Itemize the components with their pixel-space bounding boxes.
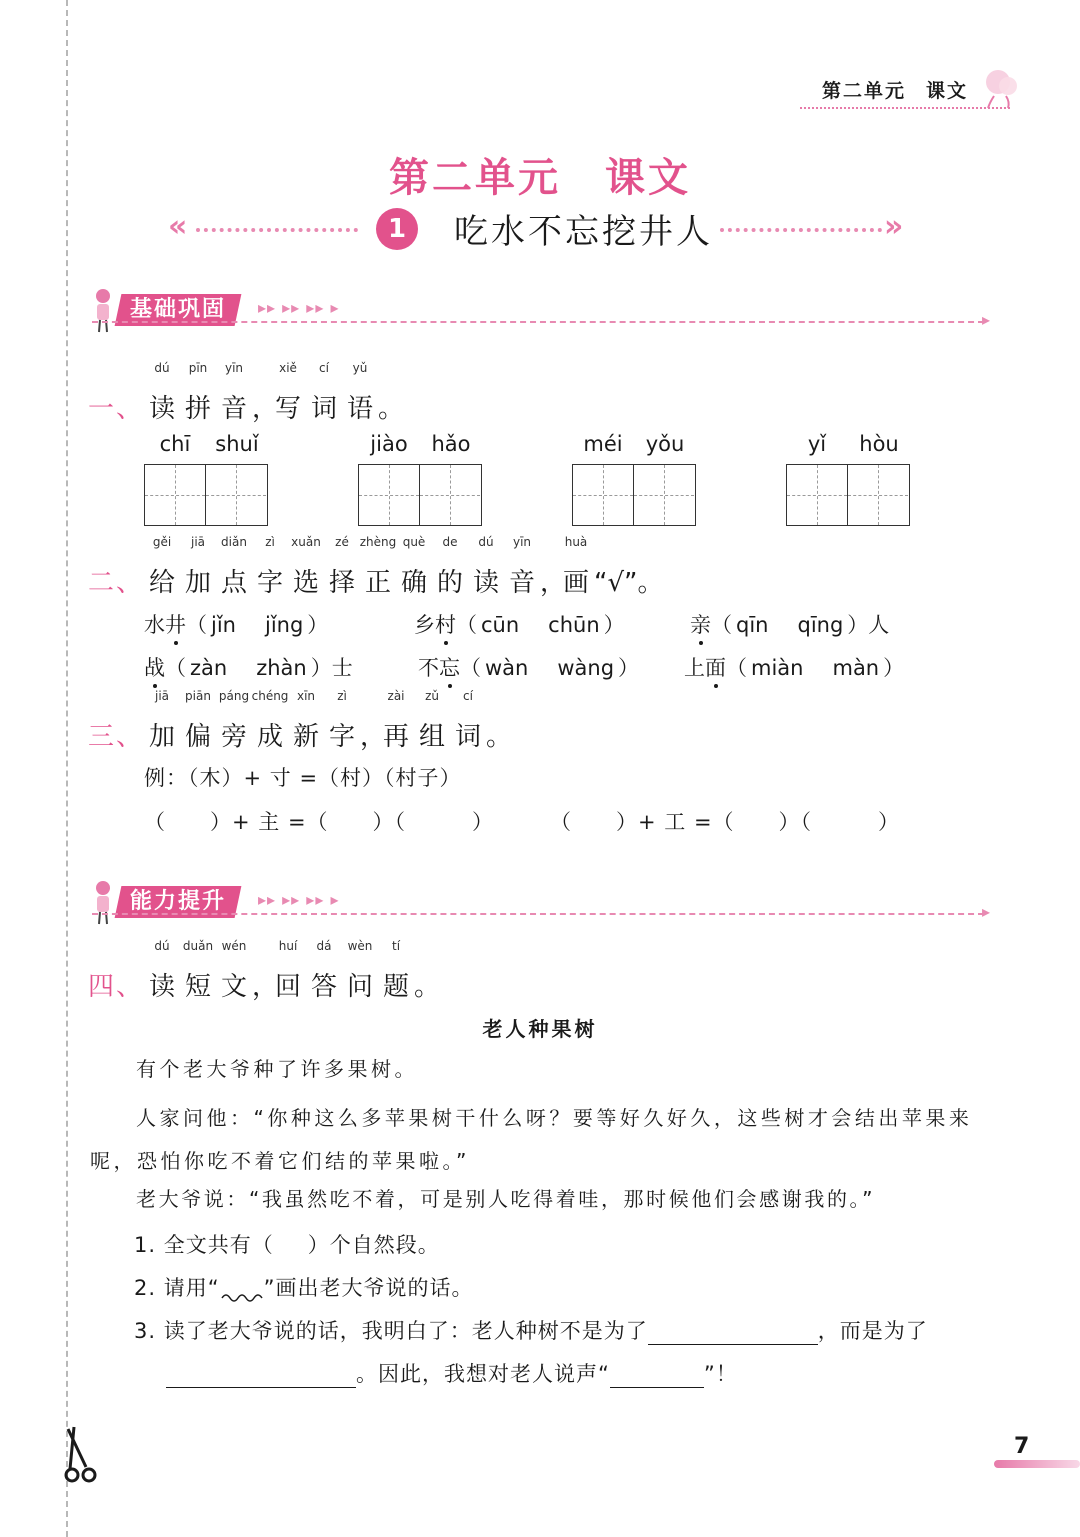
hanzi: 写: [275, 394, 302, 424]
option[interactable]: wàng: [557, 656, 615, 680]
hanzi: 读: [149, 394, 176, 424]
hanzi: 旁: [221, 722, 248, 752]
pinyin: tí: [391, 939, 401, 953]
choice-item: 亲（ qīn qīng ）人: [690, 613, 890, 637]
punctuation: ，: [252, 972, 279, 1002]
hanzi: 确: [401, 568, 428, 598]
dotted-char: 战: [144, 656, 165, 680]
lesson-heading: [0, 202, 1080, 256]
writing-cell[interactable]: [205, 465, 266, 525]
choice-item: 不忘（ wàn wàng ）: [418, 656, 640, 680]
writing-cell[interactable]: [573, 465, 633, 525]
checkmark-quote: “√”。: [594, 568, 664, 598]
double-chevron-right-icon: »: [884, 209, 904, 244]
hanzi: 词: [455, 722, 482, 752]
hanzi: 问: [347, 972, 374, 1002]
answer-blank[interactable]: [166, 1365, 356, 1388]
lesson-title: 吃水不忘挖井人: [454, 212, 713, 252]
section-ability: [92, 880, 992, 926]
dotted-rule-left: [196, 228, 358, 232]
grid-pinyin: hǎo: [431, 432, 471, 456]
choice-item: 水井（ jǐn jǐng ）: [144, 613, 329, 637]
pinyin: dú: [478, 535, 494, 549]
question-1: [88, 361, 405, 425]
balloon-icon: [978, 66, 1022, 110]
pinyin: huí: [278, 939, 298, 953]
pinyin: jiā: [191, 535, 206, 549]
punctuation: 。: [378, 394, 405, 424]
pinyin: piān: [185, 689, 211, 703]
choice-item: 上面（ miàn màn ）: [684, 656, 905, 680]
dotted-char: 亲: [690, 613, 711, 637]
sub-question-2: 2. 请用“ ”画出老大爷说的话。: [134, 1276, 474, 1300]
wavy-underline-icon: [220, 1284, 264, 1302]
section-rule: [92, 321, 984, 323]
pinyin: chéng: [251, 689, 289, 703]
pinyin: huà: [564, 535, 588, 549]
grid-pinyin: jiào: [370, 432, 408, 456]
pinyin: diǎn: [221, 535, 247, 549]
grid-pinyin: hòu: [859, 432, 899, 456]
arrows-icon: ▸▸ ▸▸ ▸▸ ▸: [258, 298, 340, 317]
option[interactable]: chūn: [548, 613, 600, 637]
option[interactable]: miàn: [751, 656, 804, 680]
pinyin: zì: [265, 535, 275, 549]
section-ability-label: 能力提升: [115, 886, 242, 918]
sub-question-3: 3. 读了老大爷说的话，我明白了：老人种树不是为了 ，而是为了: [134, 1319, 928, 1343]
writing-cell[interactable]: [847, 465, 908, 525]
option[interactable]: zhàn: [256, 656, 307, 680]
hanzi: 回: [275, 972, 302, 1002]
grid-pinyin: yǐ: [807, 432, 827, 456]
punctuation: 。: [414, 972, 441, 1002]
dotted-char: 面: [705, 656, 726, 680]
question-number: 二、: [88, 568, 145, 598]
pinyin: gěi: [152, 535, 172, 549]
pinyin: pīn: [188, 361, 208, 375]
hanzi: 点: [221, 568, 248, 598]
pinyin: zǔ: [425, 689, 439, 703]
question-4: [88, 939, 441, 1003]
hanzi: 字: [257, 568, 284, 598]
section-rule: [92, 913, 984, 915]
pinyin: xuǎn: [291, 535, 321, 549]
dotted-char: 忘: [439, 656, 460, 680]
hanzi: 偏: [185, 722, 212, 752]
pinyin: de: [442, 535, 458, 549]
lesson-number: 1: [376, 208, 418, 250]
punctuation: ，: [252, 394, 279, 424]
pinyin: duǎn: [182, 939, 214, 953]
radical-exercise[interactable]: （ ）+ 工 =（ ）（ ）: [550, 810, 901, 834]
arrow-end-icon: ▸: [982, 902, 991, 921]
hanzi: 答: [311, 972, 338, 1002]
hanzi: 给: [149, 568, 176, 598]
option[interactable]: wàn: [485, 656, 529, 680]
hanzi: 组: [419, 722, 446, 752]
page-number-bar: [994, 1460, 1080, 1468]
grid-pinyin: yǒu: [645, 432, 685, 456]
pinyin: páng: [218, 689, 250, 703]
dotted-char: 村: [435, 613, 456, 637]
question-number: 四、: [88, 972, 145, 1002]
answer-blank[interactable]: [648, 1322, 818, 1345]
question-number: 一、: [88, 394, 145, 424]
writing-cell[interactable]: [787, 465, 847, 525]
unit-section: 课文: [605, 155, 691, 201]
grid-pinyin: chī: [159, 432, 191, 456]
option[interactable]: jǐn: [211, 613, 236, 637]
hanzi: 加: [185, 568, 212, 598]
option[interactable]: cūn: [481, 613, 520, 637]
pinyin: cí: [319, 361, 329, 375]
hanzi: 成: [257, 722, 284, 752]
pinyin: zài: [387, 689, 405, 703]
hanzi: 新: [293, 722, 320, 752]
pinyin: wèn: [347, 939, 373, 953]
punctuation: ，: [540, 568, 567, 598]
question-number: 三、: [88, 722, 145, 752]
pinyin: jiā: [155, 689, 170, 703]
hanzi: 画: [563, 568, 590, 598]
pinyin: xiě: [279, 361, 297, 375]
radical-exercise[interactable]: （ ）+ 主 =（ ）（ ）: [144, 810, 495, 834]
hanzi: 拼: [185, 394, 212, 424]
pinyin: dú: [154, 939, 170, 953]
writing-cell[interactable]: [145, 465, 205, 525]
hanzi: 再: [383, 722, 410, 752]
choice-item: 战（ zàn zhàn ）士: [144, 656, 353, 680]
pinyin: wén: [221, 939, 247, 953]
pinyin: què: [402, 535, 426, 549]
question-3: [88, 689, 513, 753]
hanzi: 音: [221, 394, 248, 424]
scissors-icon: [60, 1425, 104, 1485]
passage-paragraph-1: 有个老大爷种了许多果树。: [136, 1057, 418, 1081]
hanzi: 加: [149, 722, 176, 752]
pinyin: zé: [335, 535, 349, 549]
unit-title: [0, 146, 1080, 203]
grid-pinyin: méi: [583, 432, 623, 456]
hanzi: 题: [383, 972, 410, 1002]
dotted-char: 井: [165, 613, 186, 637]
hanzi: 文: [221, 972, 248, 1002]
double-chevron-left-icon: «: [168, 209, 188, 244]
answer-blank[interactable]: [610, 1365, 704, 1388]
passage-title: 老人种果树: [482, 1017, 598, 1041]
girl-icon: [92, 880, 114, 926]
pinyin: dá: [316, 939, 332, 953]
header-section: 课文: [925, 80, 968, 102]
hanzi: 音: [509, 568, 536, 598]
option[interactable]: zàn: [190, 656, 228, 680]
hanzi: 的: [437, 568, 464, 598]
question-2: [88, 535, 664, 599]
hanzi: 字: [329, 722, 356, 752]
option[interactable]: qīn: [736, 613, 769, 637]
hanzi: 语: [347, 394, 374, 424]
punctuation: ，: [360, 722, 387, 752]
option[interactable]: jǐng: [264, 613, 304, 637]
example-line: 例：（木）+ 寸 =（村）（村子）: [144, 766, 462, 790]
girl-icon: [92, 288, 114, 334]
option[interactable]: qīng: [797, 613, 844, 637]
punctuation: 。: [486, 722, 513, 752]
section-basic-label: 基础巩固: [115, 294, 242, 326]
hanzi: 读: [149, 972, 176, 1002]
passage-paragraph-3: 老大爷说：“我虽然吃不着，可是别人吃得着哇，那时候他们会感谢我的。”: [136, 1187, 876, 1211]
running-header: [822, 76, 968, 103]
sub-question-1: 1. 全文共有（ ）个自然段。: [134, 1233, 440, 1257]
pinyin: zhèng: [359, 535, 397, 549]
arrows-icon: ▸▸ ▸▸ ▸▸ ▸: [258, 890, 340, 909]
writing-cell[interactable]: [359, 465, 419, 525]
unit-name: 第二单元: [389, 155, 561, 201]
writing-cell[interactable]: [633, 465, 694, 525]
section-basic: [92, 288, 992, 334]
grid-pinyin: shuǐ: [215, 432, 259, 456]
hanzi: 短: [185, 972, 212, 1002]
hanzi: 词: [311, 394, 338, 424]
hanzi: 正: [365, 568, 392, 598]
arrow-end-icon: ▸: [982, 310, 991, 329]
dotted-rule-right: [720, 228, 882, 232]
hanzi: 读: [473, 568, 500, 598]
pinyin: yīn: [512, 535, 532, 549]
hanzi: 择: [329, 568, 356, 598]
passage-paragraph-2: 人家问他：“你种这么多苹果树干什么呀？要等好久好久，这些树才会结出苹果来呢，恐怕你吃不着它们结的苹果啦。”: [90, 1106, 973, 1173]
pinyin: cí: [463, 689, 473, 703]
header-unit: 第二单元: [821, 80, 906, 102]
choice-item: 乡村（ cūn chūn ）: [414, 613, 625, 637]
pinyin: dú: [154, 361, 170, 375]
pinyin: yǔ: [352, 361, 368, 375]
writing-cell[interactable]: [419, 465, 480, 525]
pinyin: zì: [337, 689, 347, 703]
sub-question-3-cont: 。因此，我想对老人说声“ ”！: [166, 1358, 738, 1388]
pinyin: yīn: [224, 361, 244, 375]
pinyin: xīn: [296, 689, 316, 703]
hanzi: 选: [293, 568, 320, 598]
page-number: 7: [1014, 1434, 1030, 1459]
option[interactable]: màn: [832, 656, 880, 680]
